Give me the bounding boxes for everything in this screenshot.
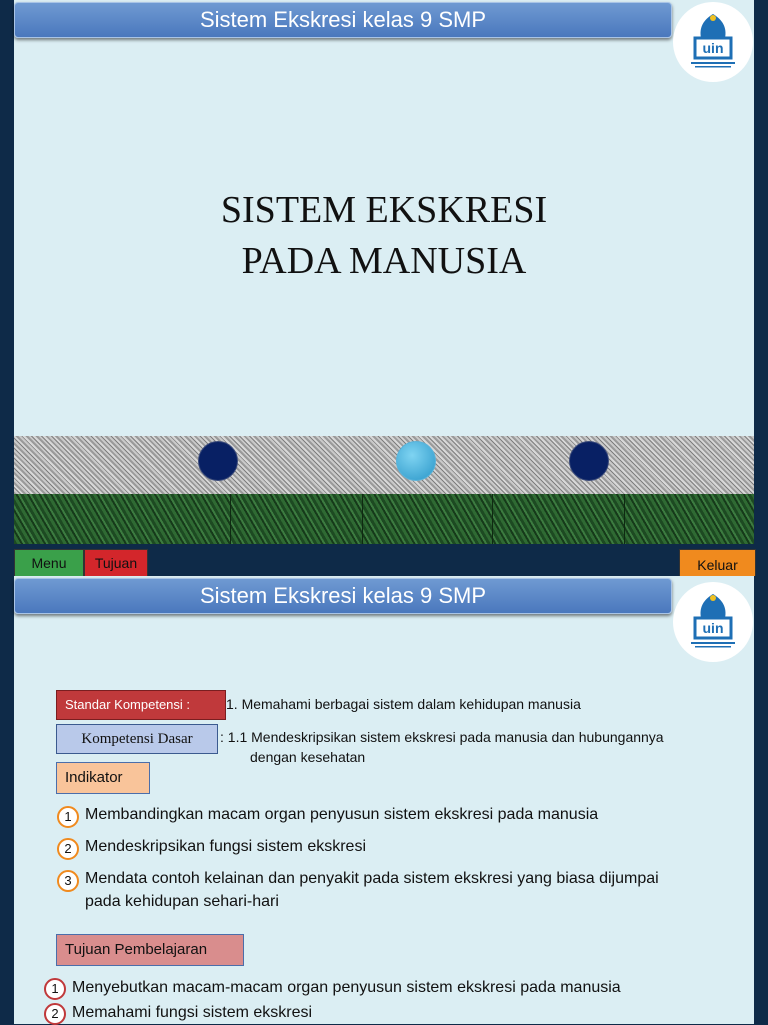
svg-text:uin: uin <box>702 40 724 56</box>
uin-logo-2 <box>673 582 753 662</box>
tujuan-pembelajaran-label: Tujuan Pembelajaran <box>56 934 244 966</box>
decorative-stone-band <box>14 436 754 494</box>
indikator-number-1: 1 <box>57 806 79 828</box>
uin-logo-icon <box>681 8 745 72</box>
kompetensi-dasar-label: Kompetensi Dasar <box>56 724 218 754</box>
main-title-line-2: PADA MANUSIA <box>241 240 527 282</box>
tujuan-number-1: 1 <box>44 978 66 1000</box>
indikator-item-2: Mendeskripsikan fungsi sistem ekskresi <box>85 838 366 855</box>
kompetensi-dasar-text-1: : 1.1 Mendeskripsikan sistem ekskresi pada manusia dan hubungannya <box>220 729 664 745</box>
tujuan-button[interactable]: Tujuan <box>84 549 148 577</box>
indikator-item-3-line-2: pada kehidupan sehari-hari <box>85 893 279 910</box>
nav-dot-1[interactable] <box>198 441 238 481</box>
indikator-item-3-line-1: Mendata contoh kelainan dan penyakit pada sistem ekskresi yang biasa dijumpai <box>85 870 659 887</box>
uin-logo-icon <box>681 588 745 652</box>
nav-dot-3[interactable] <box>569 441 609 481</box>
slide-1-header: Sistem Ekskresi kelas 9 SMP <box>14 2 672 38</box>
svg-text:uin: uin <box>702 620 724 636</box>
standar-kompetensi-text: 1. Memahami berbagai sistem dalam kehidupan manusia <box>226 696 581 712</box>
tujuan-item-1: Menyebutkan macam-macam organ penyusun sistem ekskresi pada manusia <box>72 979 621 996</box>
tujuan-number-2: 2 <box>44 1003 66 1025</box>
indikator-item-1: Membandingkan macam organ penyusun sistem ekskresi pada manusia <box>85 806 599 823</box>
standar-kompetensi-label: Standar Kompetensi : <box>56 690 226 720</box>
indikator-number-3: 3 <box>57 870 79 892</box>
tujuan-item-2: Memahami fungsi sistem ekskresi <box>72 1004 313 1021</box>
indikator-label: Indikator <box>56 762 150 794</box>
kompetensi-dasar-text-2: dengan kesehatan <box>250 749 366 765</box>
decorative-grass-band <box>14 494 754 544</box>
indikator-number-2: 2 <box>57 838 79 860</box>
main-title-line-1: SISTEM EKSKRESI <box>220 189 548 231</box>
nav-dot-2-active[interactable] <box>396 441 436 481</box>
menu-button[interactable]: Menu <box>14 549 84 577</box>
uin-logo <box>673 2 753 82</box>
keluar-button[interactable]: Keluar <box>679 549 756 577</box>
slide-content <box>0 576 768 1024</box>
slide-2-header: Sistem Ekskresi kelas 9 SMP <box>14 578 672 614</box>
